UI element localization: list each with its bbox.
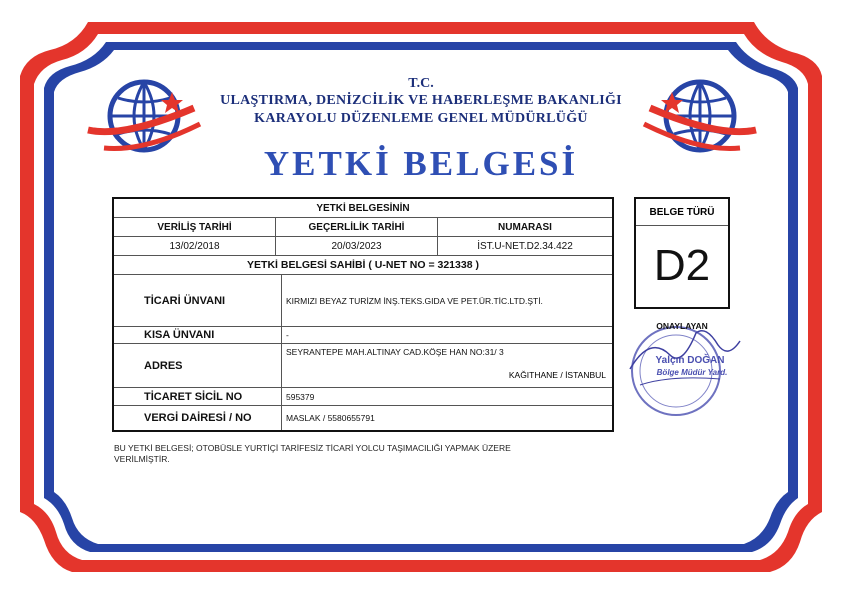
column-header-issue-date: VERİLİŞ TARİHİ: [114, 218, 276, 236]
signature-underline: [640, 378, 720, 385]
issue-date-value: 13/02/2018: [114, 237, 276, 255]
sicil-label: TİCARET SİCİL NO: [114, 388, 282, 405]
document-type-box: [634, 197, 730, 309]
adres-line2: KAĞITHANE / İSTANBUL: [508, 370, 606, 380]
stamp-name: Yalçın DOĞAN: [655, 355, 725, 366]
certificate-table: [112, 197, 614, 432]
header-tc: T.C.: [408, 76, 434, 91]
table-section-title-row: [114, 199, 612, 218]
footer-statement: [114, 443, 574, 465]
column-header-number: NUMARASI: [498, 221, 552, 233]
validity-date-value: 20/03/2023: [276, 237, 438, 255]
adres-line1: SEYRANTEPE MAH.ALTINAY CAD.KÖŞE HAN NO:31/ 3: [286, 347, 504, 357]
document-type-label: BELGE TÜRÜ: [636, 199, 728, 226]
sicil-value: 595379: [286, 391, 315, 402]
document-title: YETKİ BELGESİ: [263, 144, 579, 183]
certificate-number-value: İST.U-NET.D2.34.422: [477, 240, 573, 252]
header-directorate: KARAYOLU DÜZENLEME GENEL MÜDÜRLÜĞÜ: [254, 111, 588, 126]
column-header-validity-date: GEÇERLİLİK TARİHİ: [276, 218, 438, 236]
vergi-value: MASLAK / 5580655791: [286, 413, 375, 423]
document-type-value: D2: [653, 241, 711, 290]
stamp-approver-label: ONAYLAYAN: [656, 321, 708, 331]
ticari-unvan-label: TİCARİ ÜNVANI: [114, 275, 282, 326]
kisa-unvan-label: KISA ÜNVANI: [114, 327, 282, 343]
vergi-row: [114, 406, 612, 430]
official-stamp: [620, 315, 744, 419]
footer-line2: VERİLMİŞTİR.: [114, 454, 170, 464]
owner-line: YETKİ BELGESİ SAHİBİ ( U-NET NO = 321338 ): [247, 259, 479, 271]
header-ministry: ULAŞTIRMA, DENİZCİLİK VE HABERLEŞME BAKANLIĞI: [220, 93, 622, 108]
owner-row: [114, 256, 612, 275]
kisa-unvan-value: -: [286, 330, 289, 340]
adres-label: ADRES: [114, 344, 282, 387]
vergi-label: VERGİ DAİRESİ / NO: [114, 406, 282, 430]
ticari-unvan-value: KIRMIZI BEYAZ TURİZM İNŞ.TEKS.GIDA VE PET.ÜR.TİC.LTD.ŞTİ.: [286, 295, 543, 306]
sicil-row: [114, 388, 612, 406]
table-values-row: [114, 237, 612, 256]
kisa-unvan-row: [114, 327, 612, 344]
adres-row: [114, 344, 612, 388]
table-header-row: [114, 218, 612, 237]
section-title: YETKİ BELGESİNİN: [316, 202, 410, 214]
stamp-role: Bölge Müdür Yard.: [656, 368, 728, 377]
ticari-unvan-row: [114, 275, 612, 327]
footer-line1: BU YETKİ BELGESİ; OTOBÜSLE YURTİÇİ TARİFESİZ TİCARİ YOLCU TAŞIMACILIĞI YAPMAK ÜZERE: [114, 443, 511, 453]
